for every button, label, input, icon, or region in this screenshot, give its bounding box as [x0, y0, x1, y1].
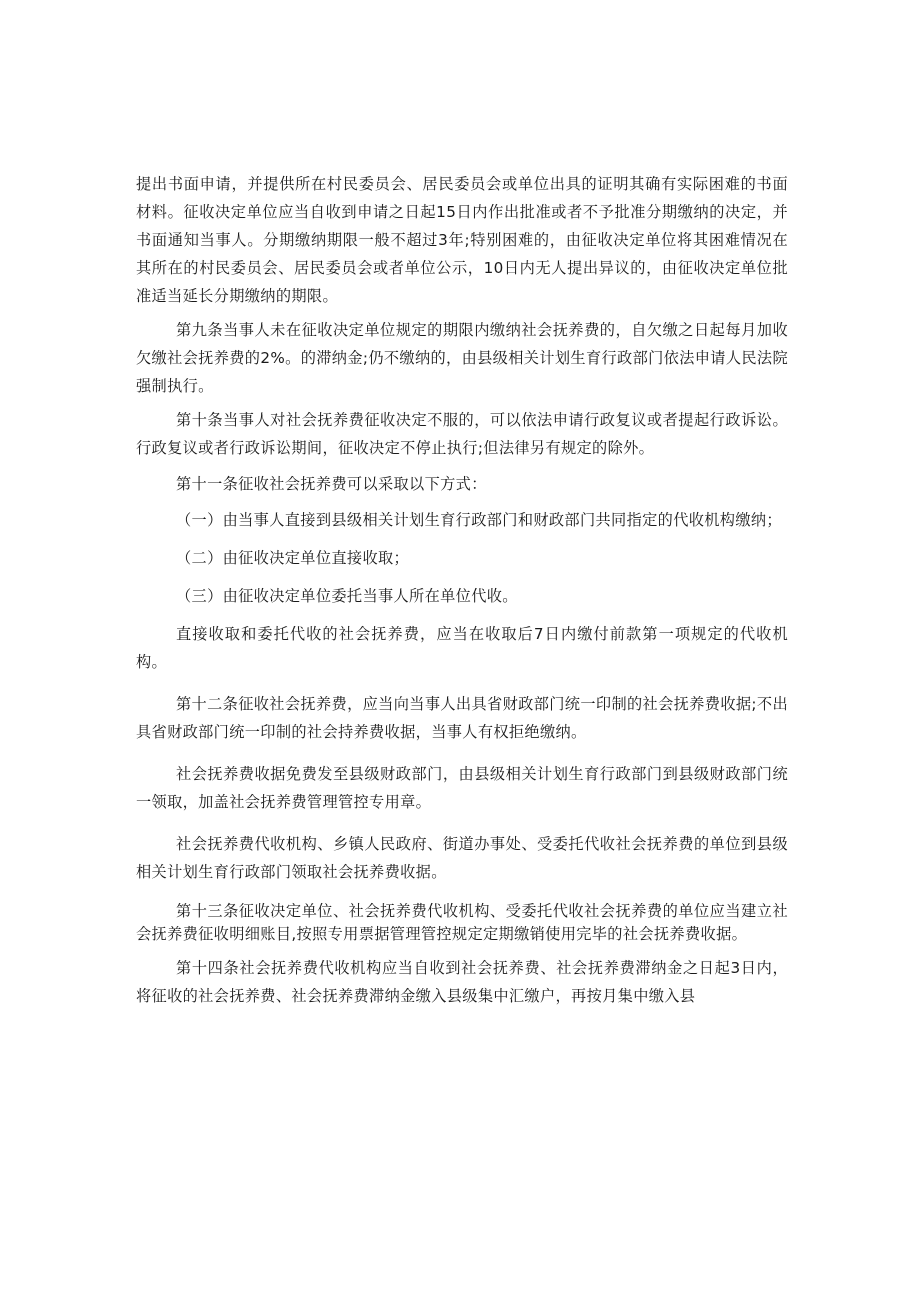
paragraph-continuation: 提出书面申请，并提供所在村民委员会、居民委员会或单位出具的证明其确有实际困难的书面材料。征收决定单位应当自收到申请之日起15日内作出批准或者不予批准分期缴纳的决定，并书面通知当事人。分期缴纳期限一般不超过3年;特别困难的，由征收决定单位将其困难情况在其所在的村民委员会、居民委员会或者单位公示，10日内无人提出异议的，由征收决定单位批准适当延长分期缴纳的期限。	[136, 175, 788, 305]
list-item-3: （三）由征收决定单位委托当事人所在单位代收。	[176, 587, 518, 605]
list-item-2: （二）由征收决定单位直接收取；	[176, 549, 410, 567]
paragraph-article-13: 第十三条征收决定单位、社会抚养费代收机构、受委托代收社会抚养费的单位应当建立社会抚养费征收明细账目,按照专用票据管理管控规定定期缴销使用完毕的社会抚养费收据。	[136, 902, 788, 943]
paragraph-article-12: 第十二条征收社会抚养费，应当向当事人出具省财政部门统一印制的社会抚养费收据;不出具省财政部门统一印制的社会持养费收据，当事人有权拒绝缴纳。	[136, 695, 788, 741]
paragraph-article-10: 第十条当事人对社会抚养费征收决定不服的，可以依法申请行政复议或者提起行政诉讼。行政复议或者行政诉讼期间，征收决定不停止执行;但法律另有规定的除外。	[136, 411, 788, 457]
paragraph-receipts-collection: 社会抚养费代收机构、乡镇人民政府、街道办事处、受委托代收社会抚养费的单位到县级相关计划生育行政部门领取社会抚养费收据。	[136, 835, 788, 881]
list-item-1: （一）由当事人直接到县级相关计划生育行政部门和财政部门共同指定的代收机构缴纳；	[176, 511, 782, 529]
paragraph-direct-collection: 直接收取和委托代收的社会抚养费，应当在收取后7日内缴付前款第一项规定的代收机构。	[136, 625, 788, 671]
paragraph-article-11: 第十一条征收社会抚养费可以采取以下方式：	[176, 475, 487, 493]
paragraph-article-14: 第十四条社会抚养费代收机构应当自收到社会抚养费、社会抚养费滞纳金之日起3日内，将征收的社会抚养费、社会抚养费滞纳金缴入县级集中汇缴户，再按月集中缴入县	[136, 959, 788, 1005]
paragraph-receipts-distribution: 社会抚养费收据免费发至县级财政部门，由县级相关计划生育行政部门到县级财政部门统一领取，加盖社会抚养费管理管控专用章。	[136, 765, 788, 811]
paragraph-article-9: 第九条当事人未在征收决定单位规定的期限内缴纳社会抚养费的，自欠缴之日起每月加收欠缴社会抚养费的2%。的滞纳金;仍不缴纳的，由县级相关计划生育行政部门依法申请人民法院强制执行。	[136, 321, 788, 395]
document-body	[136, 170, 788, 1010]
